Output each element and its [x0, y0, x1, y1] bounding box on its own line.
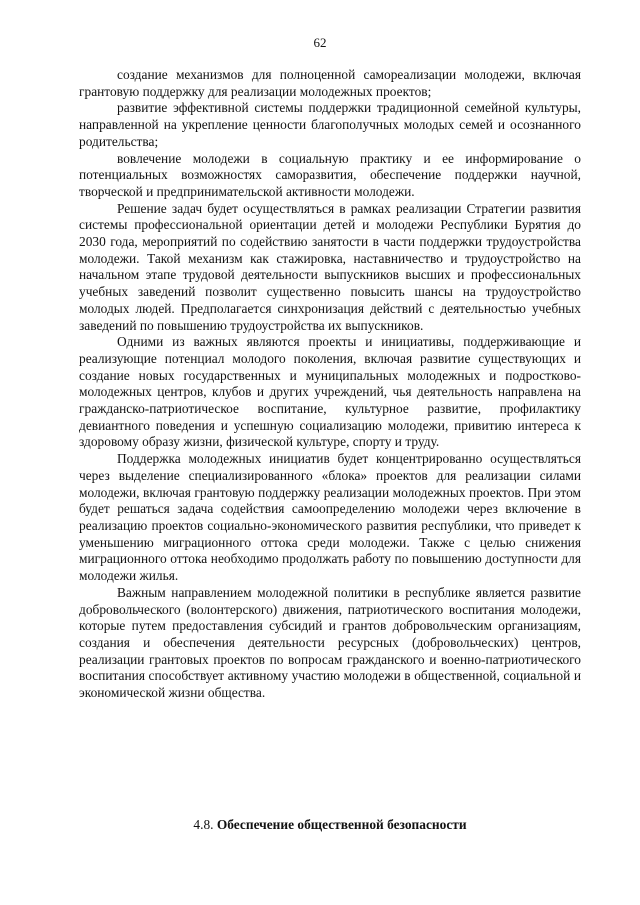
body-text [79, 67, 581, 702]
paragraph: вовлечение молодежи в социальную практику и ее информирование о потенциальных возможностях саморазвития, обеспечение поддержки научной, творческой и предпринимательской активности молодежи. [79, 150, 581, 199]
paragraph: развитие эффективной системы поддержки традиционной семейной культуры, направленной на укрепление ценности благополучных молодых семей и осознанного родительства; [79, 100, 581, 149]
page-number: 62 [313, 35, 327, 50]
paragraph: Поддержка молодежных инициатив будет концентрированно осуществляться через выделение специализированного «блока» проектов для реализации силами молодежи, включая грантовую поддержку реализации молодежных проектов. При этом будет решаться задача содействия самоопределению молодежи через включение в реализацию проектов социально-экономического развития республики, что приведет к уменьшению миграционного оттока среди молодежи. Также с целью снижения миграционного оттока необходимо продолжать работу по повышению доступности для молодежи жилья. [79, 451, 581, 584]
paragraph: создание механизмов для полноценной самореализации молодежи, включая грантовую поддержку для реализации молодежных проектов; [79, 67, 581, 99]
section-heading [79, 816, 581, 833]
paragraph: Важным направлением молодежной политики в республике является развитие добровольческого (волонтерского) движения, патриотического воспитания молодежи, которые путем предоставления субсидий и грантов добровольческим организациям, создания и обеспечения деятельности ресурсных (добровольческих) центров, реализации грантовых проектов по вопросам гражданского и военно-патриотического воспитания способствует активному участию молодежи в общественной, социальной и экономической жизни общества. [79, 584, 581, 701]
section-title: Обеспечение общественной безопасности [216, 817, 467, 832]
section-number: 4.8. [193, 817, 214, 832]
paragraph: Решение задач будет осуществляться в рамках реализации Стратегии развития системы профессиональной ориентации детей и молодежи Республики Бурятия до 2030 года, мероприятий по содействию занятости в части поддержки трудоустройства молодежи. Такой механизм как стажировка, наставничество и трудоустройство на начальном этапе трудовой деятельности выпускников высших и профессиональных учебных заведений позволит существенно повысить шансы на трудоустройство молодых людей. Предполагается синхронизация действий с деятельностью учебных заведений по повышению трудоустройства их выпускников. [79, 200, 581, 333]
paragraph: Одними из важных являются проекты и инициативы, поддерживающие и реализующие потенциал молодого поколения, включая развитие существующих и создание новых государственных и муниципальных молодежных и подростково-молодежных центров, клубов и других учреждений, чья деятельность направлена на гражданско-патриотическое воспитание, культурное развитие, профилактику девиантного поведения и успешную социализацию молодежи, привитию интереса к здоровому образу жизни, физической культуре, спорту и труду. [79, 334, 581, 450]
